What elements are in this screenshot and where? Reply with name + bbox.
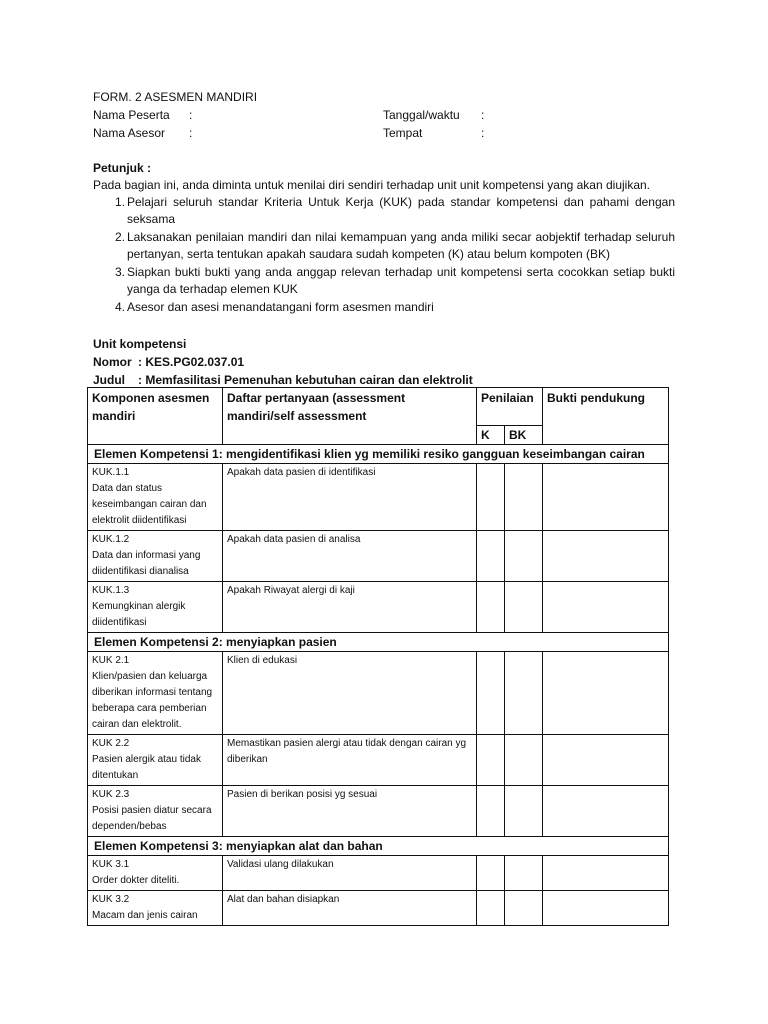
table-header-row bbox=[88, 388, 669, 426]
tanggal-waktu-colon: : bbox=[481, 108, 485, 122]
unit-nomor bbox=[93, 353, 675, 371]
kuk-code: KUK 3.1 bbox=[92, 859, 130, 870]
bukti-cell[interactable] bbox=[543, 464, 669, 531]
instructions-heading: Petunjuk : bbox=[93, 161, 152, 175]
bukti-cell[interactable] bbox=[543, 652, 669, 735]
kuk-cell bbox=[88, 891, 223, 926]
field-row-2 bbox=[93, 124, 675, 142]
element-row bbox=[88, 445, 669, 464]
kuk-code: KUK 2.3 bbox=[92, 789, 130, 800]
k-cell[interactable] bbox=[477, 735, 505, 786]
judul-value: : Memfasilitasi Pemenuhan kebutuhan cairan dan elektrolit bbox=[138, 373, 473, 387]
kuk-cell bbox=[88, 652, 223, 735]
kuk-desc: Klien/pasien dan keluarga diberikan informasi tentang beberapa cara pemberian cairan dan elektrolit. bbox=[92, 671, 213, 730]
bukti-cell[interactable] bbox=[543, 735, 669, 786]
kuk-cell bbox=[88, 582, 223, 633]
kuk-code: KUK.1.1 bbox=[92, 467, 130, 478]
bukti-cell[interactable] bbox=[543, 891, 669, 926]
table-row bbox=[88, 786, 669, 837]
kuk-code: KUK 2.1 bbox=[92, 655, 130, 666]
kuk-code: KUK 2.2 bbox=[92, 738, 130, 749]
question-cell: Klien di edukasi bbox=[223, 652, 477, 735]
header-bukti: Bukti pendukung bbox=[543, 388, 669, 445]
kuk-cell bbox=[88, 531, 223, 582]
k-cell[interactable] bbox=[477, 531, 505, 582]
element-row bbox=[88, 633, 669, 652]
instructions-list bbox=[93, 194, 675, 316]
nama-peserta-label: Nama Peserta bbox=[93, 108, 170, 122]
nama-asesor-label: Nama Asesor bbox=[93, 126, 166, 140]
tanggal-waktu-label: Tanggal/waktu bbox=[383, 108, 460, 122]
table-row bbox=[88, 652, 669, 735]
instructions-intro: Pada bagian ini, anda diminta untuk menilai diri sendiri terhadap unit unit kompetensi yang akan diujikan. bbox=[93, 178, 651, 192]
nomor-value: : KES.PG02.037.01 bbox=[138, 355, 245, 369]
form-page bbox=[93, 88, 675, 389]
field-row-1 bbox=[93, 106, 675, 124]
kuk-desc: Data dan informasi yang diidentifikasi dianalisa bbox=[92, 550, 201, 577]
table-row bbox=[88, 735, 669, 786]
kuk-cell bbox=[88, 856, 223, 891]
bk-cell[interactable] bbox=[505, 464, 543, 531]
table-row bbox=[88, 464, 669, 531]
element-title: Elemen Kompetensi 1: mengidentifikasi klien yg memiliki resiko gangguan keseimbangan cairan bbox=[88, 445, 669, 464]
nomor-label: Nomor bbox=[93, 355, 132, 369]
judul-label: Judul bbox=[93, 373, 125, 387]
bk-cell[interactable] bbox=[505, 582, 543, 633]
bk-cell[interactable] bbox=[505, 856, 543, 891]
bk-cell[interactable] bbox=[505, 735, 543, 786]
table-row bbox=[88, 891, 669, 926]
instruction-item: 1. Pelajari seluruh standar Kriteria Untuk Kerja (KUK) pada standar kompetensi dan pahami dengan seksama bbox=[115, 195, 675, 226]
kuk-desc: Order dokter diteliti. bbox=[92, 875, 180, 886]
question-cell: Apakah Riwayat alergi di kaji bbox=[223, 582, 477, 633]
tempat-label: Tempat bbox=[383, 126, 423, 140]
nama-asesor-colon: : bbox=[189, 126, 193, 140]
question-cell: Validasi ulang dilakukan bbox=[223, 856, 477, 891]
question-cell: Alat dan bahan disiapkan bbox=[223, 891, 477, 926]
element-row bbox=[88, 837, 669, 856]
kuk-desc: Macam dan jenis cairan bbox=[92, 910, 198, 921]
bk-cell[interactable] bbox=[505, 652, 543, 735]
kuk-cell bbox=[88, 786, 223, 837]
form-title: FORM. 2 ASESMEN MANDIRI bbox=[93, 90, 258, 104]
bk-cell[interactable] bbox=[505, 786, 543, 837]
kuk-desc: Pasien alergik atau tidak ditentukan bbox=[92, 754, 201, 781]
unit-heading: Unit kompetensi bbox=[93, 337, 187, 351]
element-title: Elemen Kompetensi 2: menyiapkan pasien bbox=[88, 633, 669, 652]
k-cell[interactable] bbox=[477, 464, 505, 531]
bukti-cell[interactable] bbox=[543, 582, 669, 633]
nama-peserta-colon: : bbox=[189, 108, 193, 122]
instruction-item: 3. Siapkan bukti bukti yang anda anggap relevan terhadap unit kompetensi serta cocokkan setiap bukti yanga da terhadap elemen KUK bbox=[115, 265, 675, 296]
assessment-table bbox=[87, 387, 669, 926]
kuk-code: KUK.1.3 bbox=[92, 585, 130, 596]
bukti-cell[interactable] bbox=[543, 531, 669, 582]
element-title: Elemen Kompetensi 3: menyiapkan alat dan bahan bbox=[88, 837, 669, 856]
question-cell: Apakah data pasien di analisa bbox=[223, 531, 477, 582]
header-bk: BK bbox=[505, 426, 543, 445]
instruction-item: 2. Laksanakan penilaian mandiri dan nilai kemampuan yang anda miliki secar aobjektif terhadap seluruh pertanyan, serta tentukan apakah saudara sudah kompeten (K) atau belum kompoten (BK) bbox=[115, 230, 675, 261]
header-k: K bbox=[477, 426, 505, 445]
table-row bbox=[88, 531, 669, 582]
table-row bbox=[88, 856, 669, 891]
header-penilaian: Penilaian bbox=[477, 388, 543, 426]
question-cell: Memastikan pasien alergi atau tidak dengan cairan yg diberikan bbox=[223, 735, 477, 786]
bk-cell[interactable] bbox=[505, 531, 543, 582]
kuk-desc: Kemungkinan alergik diidentifikasi bbox=[92, 601, 186, 628]
bukti-cell[interactable] bbox=[543, 856, 669, 891]
bk-cell[interactable] bbox=[505, 891, 543, 926]
table-row bbox=[88, 582, 669, 633]
question-cell: Pasien di berikan posisi yg sesuai bbox=[223, 786, 477, 837]
header-daftar: Daftar pertanyaan (assessment mandiri/self assessment bbox=[223, 388, 477, 445]
k-cell[interactable] bbox=[477, 786, 505, 837]
kuk-desc: Data dan status keseimbangan cairan dan elektrolit diidentifikasi bbox=[92, 483, 207, 526]
k-cell[interactable] bbox=[477, 582, 505, 633]
kuk-cell bbox=[88, 735, 223, 786]
kuk-cell bbox=[88, 464, 223, 531]
instruction-item: 4. Asesor dan asesi menandatangani form asesmen mandiri bbox=[115, 300, 434, 314]
kuk-code: KUK 3.2 bbox=[92, 894, 130, 905]
kuk-desc: Posisi pasien diatur secara dependen/bebas bbox=[92, 805, 212, 832]
kuk-code: KUK.1.2 bbox=[92, 534, 130, 545]
bukti-cell[interactable] bbox=[543, 786, 669, 837]
tempat-colon: : bbox=[481, 126, 485, 140]
k-cell[interactable] bbox=[477, 891, 505, 926]
k-cell[interactable] bbox=[477, 856, 505, 891]
header-komponen: Komponen asesmen mandiri bbox=[88, 388, 223, 445]
question-cell: Apakah data pasien di identifikasi bbox=[223, 464, 477, 531]
k-cell[interactable] bbox=[477, 652, 505, 735]
